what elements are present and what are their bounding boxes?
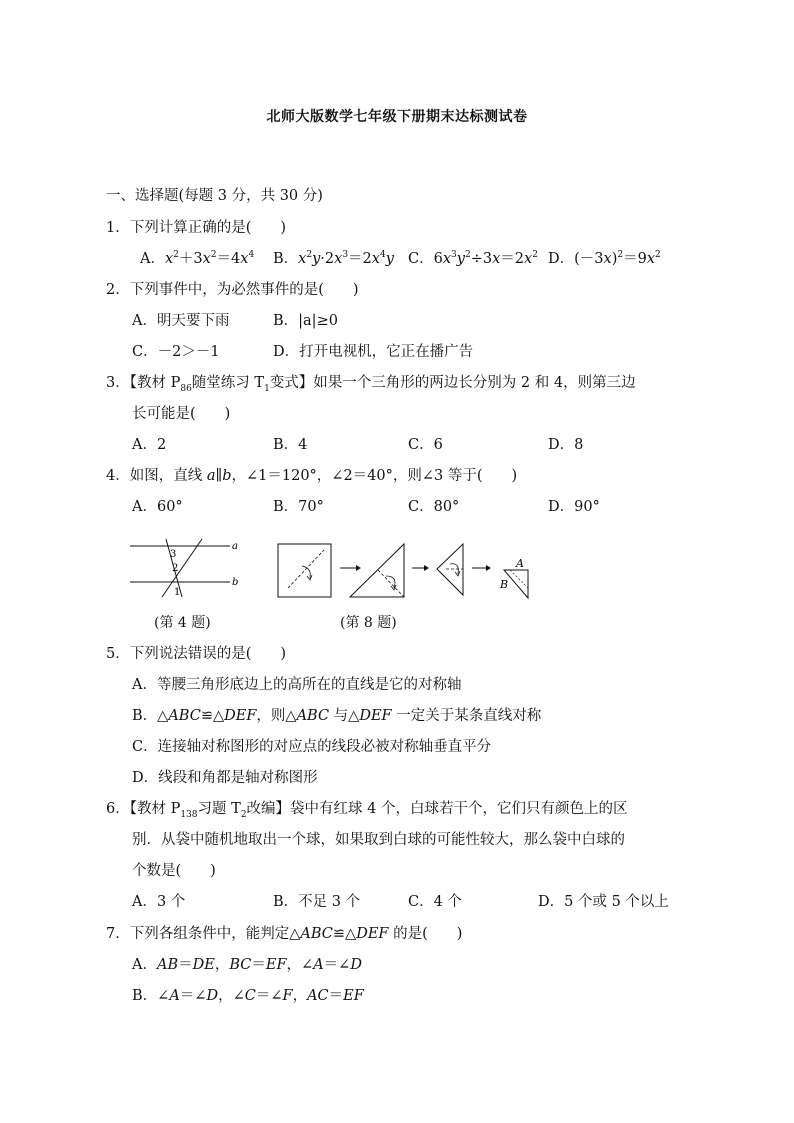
question-3-stem-line2: 长可能是( ) xyxy=(132,406,231,422)
q6-option-b: B．不足 3 个 xyxy=(273,894,361,910)
q6-option-c: C．4 个 xyxy=(408,894,462,910)
figure-question-4 xyxy=(126,535,246,601)
question-5-stem: 5．下列说法错误的是( ) xyxy=(106,646,287,662)
q1-option-d: D．$(-3x)^2=9x^2$ xyxy=(548,250,661,267)
q2-option-d: D．打开电视机，它正在播广告 xyxy=(273,344,474,360)
question-3-stem: 3．【教材 $P_{86}$随堂练习 $T_1$变式】如果一个三角形的两边长分别为 2 和 4，则第三边 xyxy=(106,375,636,394)
q4-option-d: D．90° xyxy=(548,499,600,515)
question-6-stem-line3: 个数是( ) xyxy=(132,863,216,879)
q4-option-c: C．80° xyxy=(408,499,460,515)
angle-1-label: 1 xyxy=(174,587,181,598)
q3-option-c: C．6 xyxy=(408,437,443,453)
question-4-stem: 4．如图，直线 a∥b，∠1＝120°，∠2＝40°，则∠3 等于( ) xyxy=(106,468,518,484)
q4-option-b: B．70° xyxy=(273,499,324,515)
question-2-stem: 2．下列事件中，为必然事件的是( ) xyxy=(106,282,359,298)
point-b-label: B xyxy=(500,578,509,591)
q6-option-a: A．3 个 xyxy=(132,894,186,910)
q3-option-a: A．2 xyxy=(132,437,167,453)
q7-option-b: B．∠A＝∠D，∠C＝∠F，AC＝EF xyxy=(132,988,364,1004)
q7-option-a: A．AB＝DE，BC＝EF，∠A＝∠D xyxy=(132,957,362,973)
question-7-stem: 7．下列各组条件中，能判定△ABC≌△DEF 的是( ) xyxy=(106,926,463,942)
line-a-label: a xyxy=(232,541,238,552)
figure-4-caption: (第 4 题) xyxy=(154,615,211,631)
q5-option-c: C．连接轴对称图形的对应点的线段必被对称轴垂直平分 xyxy=(132,739,492,755)
q5-option-b: B．△ABC≌△DEF，则△ABC 与△DEF 一定关于某条直线对称 xyxy=(132,708,542,724)
q2-option-c: C．－2＞－1 xyxy=(132,344,220,360)
q4-option-a: A．60° xyxy=(132,499,183,515)
question-1-stem: 1．下列计算正确的是( ) xyxy=(106,220,287,236)
section-heading: 一、选择题(每题 3 分，共 30 分) xyxy=(106,188,323,204)
q3-option-b: B．4 xyxy=(273,437,308,453)
q3-option-d: D．8 xyxy=(548,437,584,453)
q2-option-b: B．|a|≥0 xyxy=(273,313,338,329)
angle-2-label: 2 xyxy=(172,563,179,574)
q5-option-a: A．等腰三角形底边上的高所在的直线是它的对称轴 xyxy=(132,677,462,693)
q6-option-d: D．5 个或 5 个以上 xyxy=(538,894,669,910)
line-b-label: b xyxy=(232,577,239,588)
figure-question-8 xyxy=(274,540,538,604)
page-title: 北师大版数学七年级下册期末达标测试卷 xyxy=(266,109,528,125)
point-a-label: A xyxy=(516,557,524,570)
question-6-stem: 6．【教材 $P_{138}$习题 $T_2$改编】袋中有红球 4 个，白球若干个，它们只有颜色上的区 xyxy=(106,801,628,820)
figure-8-caption: (第 8 题) xyxy=(340,615,397,631)
q1-option-c: C．$6x^3y^2\div 3x=2x^2$ xyxy=(408,250,538,267)
q5-option-d: D．线段和角都是轴对称图形 xyxy=(132,770,318,786)
q1-option-b: B．$x^2y\cdot 2x^3=2x^4y$ xyxy=(273,250,394,267)
q2-option-a: A．明天要下雨 xyxy=(132,313,230,329)
question-6-stem-line2: 别．从袋中随机地取出一个球，如果取到白球的可能性较大，那么袋中白球的 xyxy=(132,832,625,848)
angle-3-label: 3 xyxy=(170,549,177,560)
q1-option-a: A．$x^2+3x^2=4x^4$ xyxy=(140,250,255,267)
